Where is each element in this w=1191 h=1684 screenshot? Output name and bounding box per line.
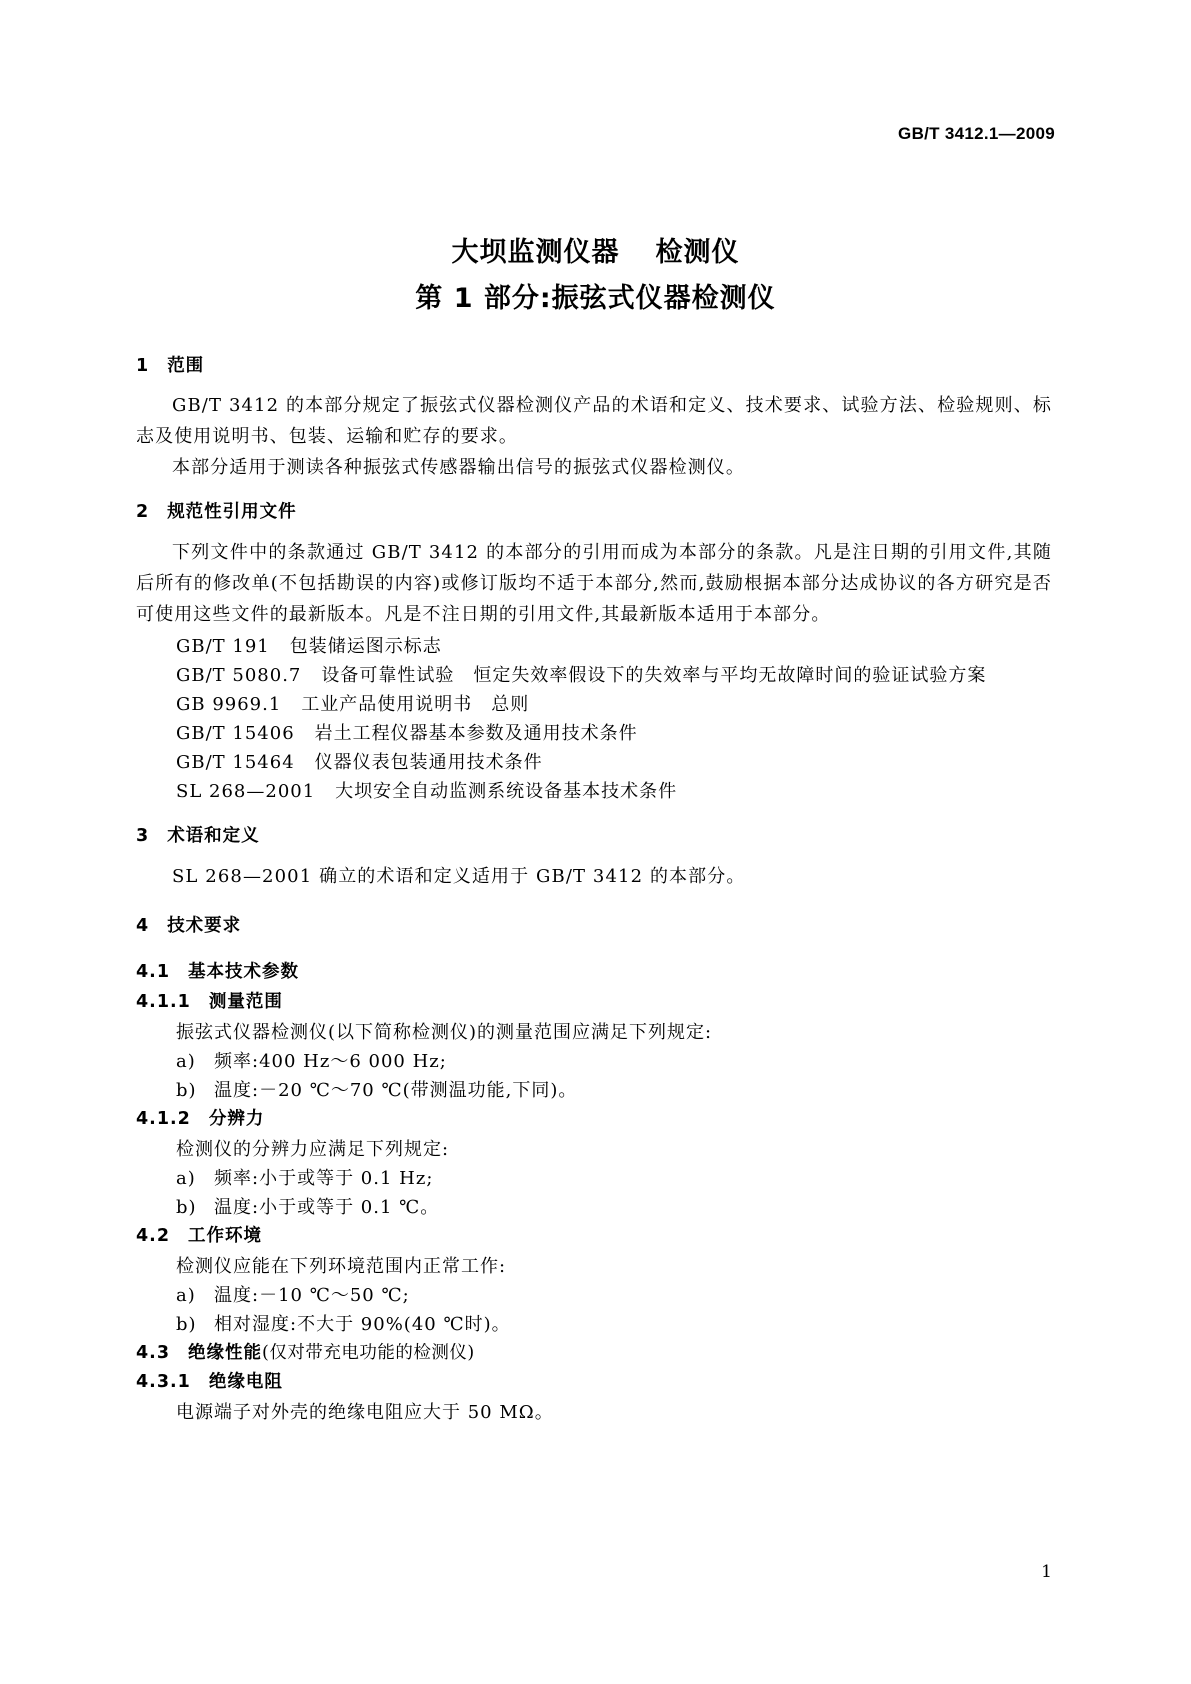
section-number: 2	[136, 502, 150, 522]
section-3-heading	[136, 822, 260, 847]
standard-number: GB/T 3412.1—2009	[898, 124, 1055, 143]
section-title: 工作环境	[188, 1226, 263, 1246]
list-item-text: 温度:小于或等于 0.1 ℃。	[214, 1197, 440, 1218]
reference-item	[176, 632, 442, 658]
reference-title: 设备可靠性试验 恒定失效率假设下的失效率与平均无故障时间的验证试验方案	[321, 665, 987, 686]
list-item	[176, 1281, 410, 1307]
subsection-4-2-heading	[136, 1222, 262, 1247]
reference-title: 岩土工程仪器基本参数及通用技术条件	[314, 723, 638, 744]
subsection-4-3-1-heading	[136, 1368, 283, 1393]
section-2-heading	[136, 498, 297, 523]
subsection-4-1-1-heading	[136, 988, 283, 1013]
section-1-paragraph-2: 本部分适用于测读各种振弦式传感器输出信号的振弦式仪器检测仪。	[172, 457, 745, 478]
list-item	[176, 1047, 447, 1073]
reference-code: GB/T 191	[176, 636, 270, 657]
section-number: 4.3.1	[136, 1372, 191, 1392]
page-number: 1	[1041, 1562, 1052, 1582]
reference-title: 包装储运图示标志	[289, 636, 442, 657]
section-number: 4.1.1	[136, 992, 191, 1012]
list-item	[176, 1310, 511, 1336]
list-item	[176, 1193, 439, 1219]
section-title: 绝缘性能	[188, 1343, 263, 1363]
list-item	[176, 1076, 577, 1102]
section-number: 4.3	[136, 1343, 171, 1363]
section-number: 4.1	[136, 962, 171, 982]
reference-item	[176, 661, 986, 687]
section-note: (仅对带充电功能的检测仪)	[262, 1343, 475, 1363]
section-title: 分辨力	[208, 1109, 265, 1129]
list-item-text: 相对湿度:不大于 90%(40 ℃时)。	[214, 1314, 511, 1335]
subsection-intro: 检测仪应能在下列环境范围内正常工作:	[176, 1256, 507, 1277]
document-title-line2: 第 1 部分:振弦式仪器检测仪	[415, 283, 776, 314]
list-item-text: 频率:小于或等于 0.1 Hz;	[214, 1168, 434, 1189]
section-title: 测量范围	[208, 992, 283, 1012]
section-title: 技术要求	[167, 916, 242, 936]
section-1-paragraph-1: GB/T 3412 的本部分规定了振弦式仪器检测仪产品的术语和定义、技术要求、试验方法、检验规则、标志及使用说明书、包装、运输和贮存的要求。	[136, 395, 1052, 447]
section-number: 4	[136, 916, 150, 936]
list-item-label: a)	[176, 1051, 196, 1072]
section-title: 范围	[167, 356, 205, 376]
reference-code: GB 9969.1	[176, 694, 282, 715]
subsection-intro: 检测仪的分辨力应满足下列规定:	[176, 1139, 450, 1160]
section-title: 绝缘电阻	[208, 1372, 283, 1392]
section-1-heading	[136, 352, 204, 377]
reference-code: GB/T 5080.7	[176, 665, 302, 686]
reference-item	[176, 777, 677, 803]
list-item-text: 温度:－10 ℃～50 ℃;	[214, 1285, 410, 1306]
section-number: 3	[136, 826, 150, 846]
title-part1: 大坝监测仪器	[451, 237, 620, 268]
list-item-label: a)	[176, 1168, 196, 1189]
section-title: 规范性引用文件	[167, 502, 297, 522]
list-item-label: b)	[176, 1197, 197, 1218]
list-item	[176, 1164, 433, 1190]
reference-code: GB/T 15406	[176, 723, 295, 744]
section-number: 1	[136, 356, 150, 376]
subsection-text: 电源端子对外壳的绝缘电阻应大于 50 MΩ。	[176, 1402, 554, 1423]
reference-title: 大坝安全自动监测系统设备基本技术条件	[335, 781, 678, 802]
reference-code: SL 268—2001	[176, 781, 316, 802]
section-number: 4.1.2	[136, 1109, 191, 1129]
list-item-label: b)	[176, 1314, 197, 1335]
reference-item	[176, 690, 529, 716]
document-title-line1	[0, 230, 1191, 269]
title-part2: 检测仪	[655, 237, 740, 268]
list-item-label: a)	[176, 1285, 196, 1306]
section-2-paragraph-1: 下列文件中的条款通过 GB/T 3412 的本部分的引用而成为本部分的条款。凡是注日期的引用文件,其随后所有的修改单(不包括勘误的内容)或修订版均不适于本部分,然而,鼓励根据本部分达成协议的各方研究是否可使用这些文件的最新版本。凡是不注日期的引用文件,其最新版本适用于本部分。	[136, 542, 1052, 625]
list-item-label: b)	[176, 1080, 197, 1101]
subsection-4-1-2-heading	[136, 1105, 264, 1130]
reference-code: GB/T 15464	[176, 752, 295, 773]
section-title: 术语和定义	[167, 826, 260, 846]
reference-title: 仪器仪表包装通用技术条件	[314, 752, 543, 773]
section-4-heading	[136, 912, 241, 937]
section-number: 4.2	[136, 1226, 171, 1246]
section-title: 基本技术参数	[188, 962, 300, 982]
subsection-4-1-heading	[136, 958, 299, 983]
subsection-intro: 振弦式仪器检测仪(以下简称检测仪)的测量范围应满足下列规定:	[176, 1022, 713, 1043]
list-item-text: 温度:－20 ℃～70 ℃(带测温功能,下同)。	[214, 1080, 578, 1101]
list-item-text: 频率:400 Hz～6 000 Hz;	[214, 1051, 447, 1072]
reference-item	[176, 748, 543, 774]
section-3-paragraph-1: SL 268—2001 确立的术语和定义适用于 GB/T 3412 的本部分。	[172, 866, 746, 887]
reference-item	[176, 719, 638, 745]
subsection-4-3-heading	[136, 1339, 475, 1364]
reference-title: 工业产品使用说明书 总则	[301, 694, 530, 715]
